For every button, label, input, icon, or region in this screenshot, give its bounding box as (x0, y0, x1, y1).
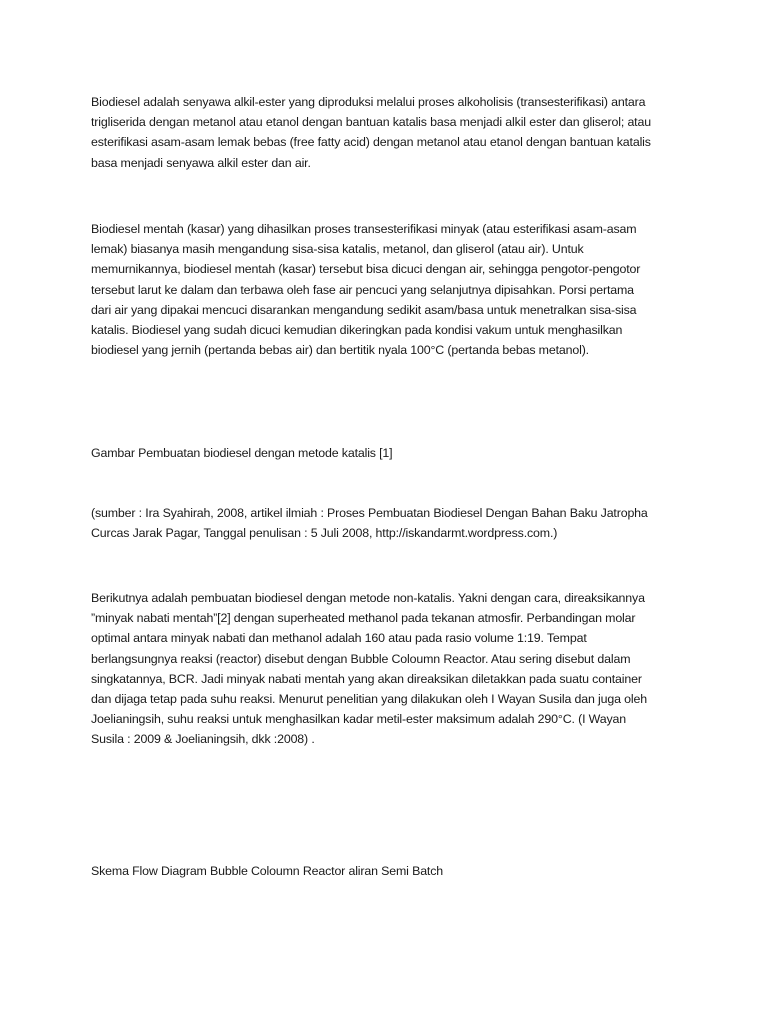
text-line: Susila : 2009 & Joelianingsih, dkk :2008) . (91, 732, 315, 747)
text-line: ”minyak nabati mentah”[2] dengan superheated methanol pada tekanan atmosfir. Perbandingan molar (91, 611, 636, 626)
text-line: optimal antara minyak nabati dan methanol adalah 160 atau pada rasio volume 1:19. Tempat (91, 631, 587, 646)
paragraph-biodiesel-definition (91, 92, 681, 173)
caption-text: Skema Flow Diagram Bubble Coloumn Reactor aliran Semi Batch (91, 864, 444, 878)
text-line: tersebut larut ke dalam dan terbawa oleh fase air pencuci yang selanjutnya dipisahkan. Porsi pertama (91, 282, 634, 297)
text-line: lemak) biasanya masih mengandung sisa-sisa katalis, metanol, dan gliserol (atau air). Untuk (91, 242, 584, 257)
text-line: singkatannya, BCR. Jadi minyak nabati mentah yang akan direaksikan diletakkan pada suatu container (91, 671, 642, 686)
text-line: esterifikasi asam-asam lemak bebas (free fatty acid) dengan metanol atau etanol dengan bantuan katalis (91, 135, 651, 150)
text-line: dari air yang dipakai mencuci disarankan mengandung sedikit asam/basa untuk menetralkan sisa-sisa (91, 302, 637, 317)
text-line: Joelianingsih, suhu reaksi untuk menghasilkan kadar metil-ester maksimum adalah 290°C. (I Wayan (91, 712, 627, 727)
text-line: Berikutnya adalah pembuatan biodiesel dengan metode non-katalis. Yakni dengan cara, direaksikannya (91, 591, 645, 605)
text-line: Curcas Jarak Pagar, Tanggal penulisan : 5 Juli 2008, http://iskandarmt.wordpress.com.) (91, 526, 558, 541)
text-line: trigliserida dengan metanol atau etanol dengan bantuan katalis basa menjadi alkil ester dan gliserol; atau (91, 115, 651, 130)
text-line: (sumber : Ira Syahirah, 2008, artikel ilmiah : Proses Pembuatan Biodiesel Dengan Bahan Baku Jatropha (91, 506, 648, 520)
caption-text: Gambar Pembuatan biodiesel dengan metode katalis [1] (91, 446, 393, 460)
text-line: memurnikannya, biodiesel mentah (kasar) tersebut bisa dicuci dengan air, sehingga pengotor-pengotor (91, 262, 641, 277)
text-line: berlangsungnya reaksi (reactor) disebut dengan Bubble Coloumn Reactor. Atau sering disebut dalam (91, 651, 631, 666)
figure-caption-catalytic-method (91, 443, 681, 463)
text-line: basa menjadi senyawa alkil ester dan air. (91, 155, 311, 170)
text-line: Biodiesel adalah senyawa alkil-ester yang diproduksi melalui proses alkoholisis (transesterifikasi) antara (91, 95, 646, 109)
paragraph-biodiesel-purification (91, 219, 681, 360)
text-line: dan dijaga tetap pada suhu reaksi. Menurut penelitian yang dilakukan oleh I Wayan Susila dan juga oleh (91, 692, 647, 707)
figure-caption-flow-diagram (91, 861, 681, 881)
text-line: katalis. Biodiesel yang sudah dicuci kemudian dikeringkan pada kondisi vakum untuk menghasilkan (91, 323, 623, 338)
paragraph-non-catalytic-method (91, 588, 681, 750)
figure-source-citation (91, 503, 681, 543)
text-line: Biodiesel mentah (kasar) yang dihasilkan proses transesterifikasi minyak (atau esterifikasi asam-asam (91, 222, 637, 236)
text-line: biodiesel yang jernih (pertanda bebas air) dan bertitik nyala 100°C (pertanda bebas metanol). (91, 343, 589, 358)
